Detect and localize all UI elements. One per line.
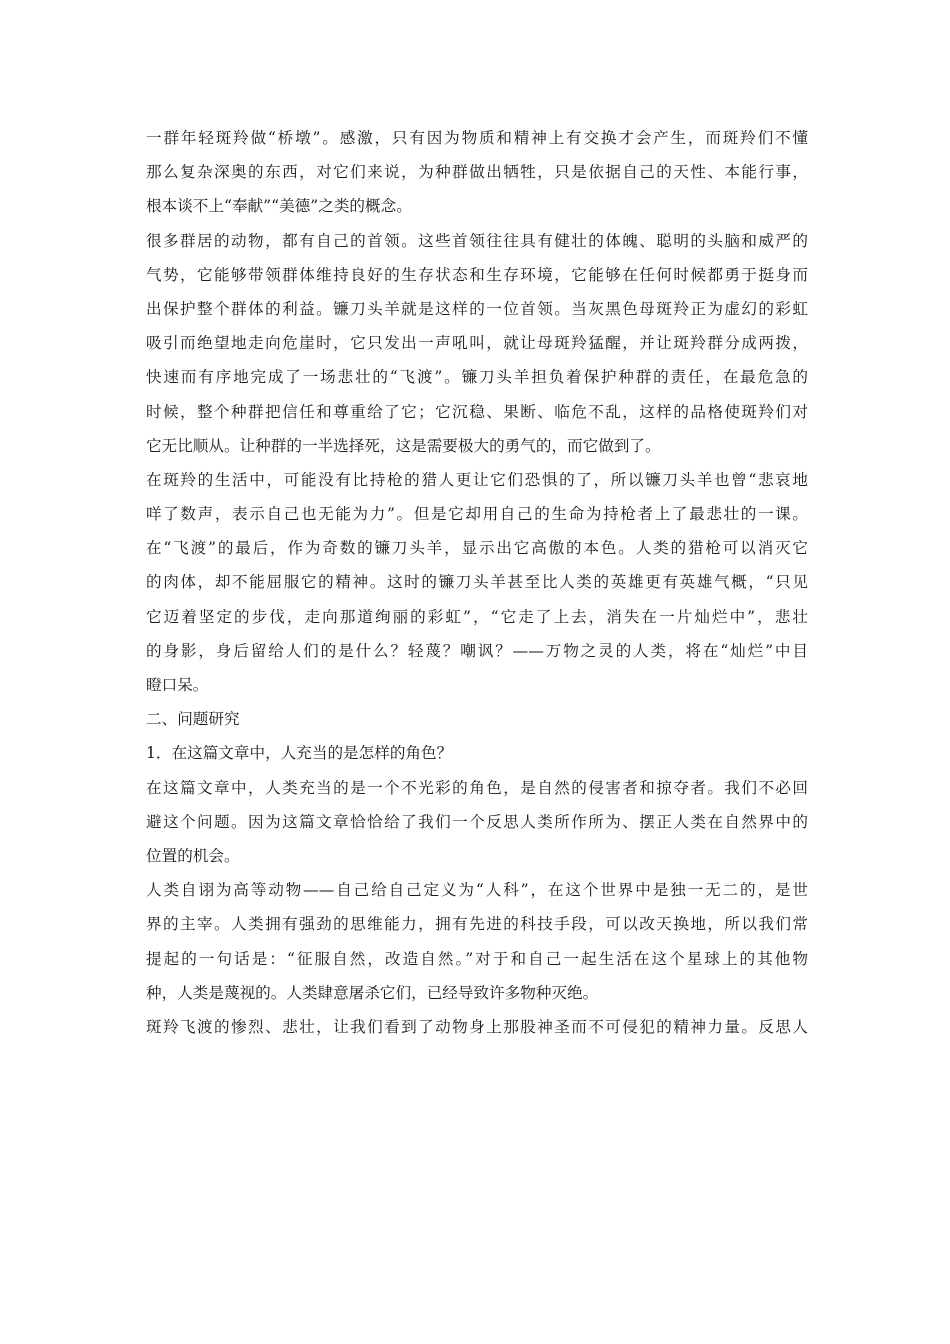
text-line: 气势，它能够带领群体维持良好的生存状态和生存环境，它能够在任何时候都勇于挺身而: [146, 265, 808, 284]
question-heading: 1．在这篇文章中，人充当的是怎样的角色？: [146, 744, 453, 763]
text-line: 在“飞渡”的最后，作为奇数的镰刀头羊，显示出它高傲的本色。人类的猎枪可以消灭它: [146, 539, 808, 558]
text-line: 斑羚飞渡的惨烈、悲壮，让我们看到了动物身上那股神圣而不可侵犯的精神力量。反思人: [146, 1017, 808, 1036]
text-line: 避这个问题。因为这篇文章恰恰给了我们一个反思人类所作所为、摆正人类在自然界中的: [146, 812, 808, 831]
text-line: 根本谈不上“奉献”“美德”之类的概念。: [146, 197, 412, 216]
text-line: 种，人类是蔑视的。人类肆意屠杀它们，已经导致许多物种灭绝。: [146, 983, 599, 1002]
text-line: 它无比顺从。让种群的一半选择死，这是需要极大的勇气的，而它做到了。: [146, 436, 661, 455]
text-line: 出保护整个群体的利益。镰刀头羊就是这样的一位首领。当灰黑色母斑羚正为虚幻的彩虹: [146, 299, 808, 318]
text-line: 那么复杂深奥的东西，对它们来说，为种群做出牺牲，只是依据自己的天性、本能行事，: [146, 163, 808, 182]
text-line: 的身影，身后留给人们的是什么？轻蔑？嘲讽？——万物之灵的人类，将在“灿烂”中目: [146, 641, 808, 660]
text-line: 人类自诩为高等动物——自己给自己定义为“人科”，在这个世界中是独一无二的，是世: [146, 881, 808, 900]
text-line: 时候，整个种群把信任和尊重给了它；它沉稳、果断、临危不乱，这样的品格使斑羚们对: [146, 402, 808, 421]
text-line: 提起的一句话是：“征服自然，改造自然。”对于和自己一起生活在这个星球上的其他物: [146, 949, 808, 968]
text-line: 吸引而绝望地走向危崖时，它只发出一声吼叫，就让母斑羚猛醒，并让斑羚群分成两拨，: [146, 334, 808, 353]
text-line: 在斑羚的生活中，可能没有比持枪的猎人更让它们恐惧的了，所以镰刀头羊也曾“悲哀地: [146, 470, 808, 489]
text-line: 瞪口呆。: [146, 676, 209, 694]
text-line: 快速而有序地完成了一场悲壮的“飞渡”。镰刀头羊担负着保护种群的责任，在最危急的: [146, 368, 808, 387]
text-line: 界的主宰。人类拥有强劲的思维能力，拥有先进的科技手段，可以改天换地，所以我们常: [146, 915, 808, 934]
text-line: 的肉体，却不能屈服它的精神。这时的镰刀头羊甚至比人类的英雄更有英雄气概，“只见: [146, 573, 808, 592]
text-line: 很多群居的动物，都有自己的首领。这些首领往往具有健壮的体魄、聪明的头脑和威严的: [146, 231, 808, 250]
document-page: [146, 121, 808, 1044]
text-line: 在这篇文章中，人类充当的是一个不光彩的角色，是自然的侵害者和掠夺者。我们不必回: [146, 778, 808, 797]
section-heading: 二、问题研究: [146, 710, 240, 729]
text-line: 咩了数声，表示自己也无能为力”。但是它却用自己的生命为持枪者上了最悲壮的一课。: [146, 505, 808, 524]
text-line: 它迈着坚定的步伐，走向那道绚丽的彩虹”，“它走了上去，消失在一片灿烂中”，悲壮: [146, 607, 808, 626]
text-line: 一群年轻斑羚做“桥墩”。感激，只有因为物质和精神上有交换才会产生，而斑羚们不懂: [146, 129, 808, 147]
text-line: 位置的机会。: [146, 846, 240, 865]
